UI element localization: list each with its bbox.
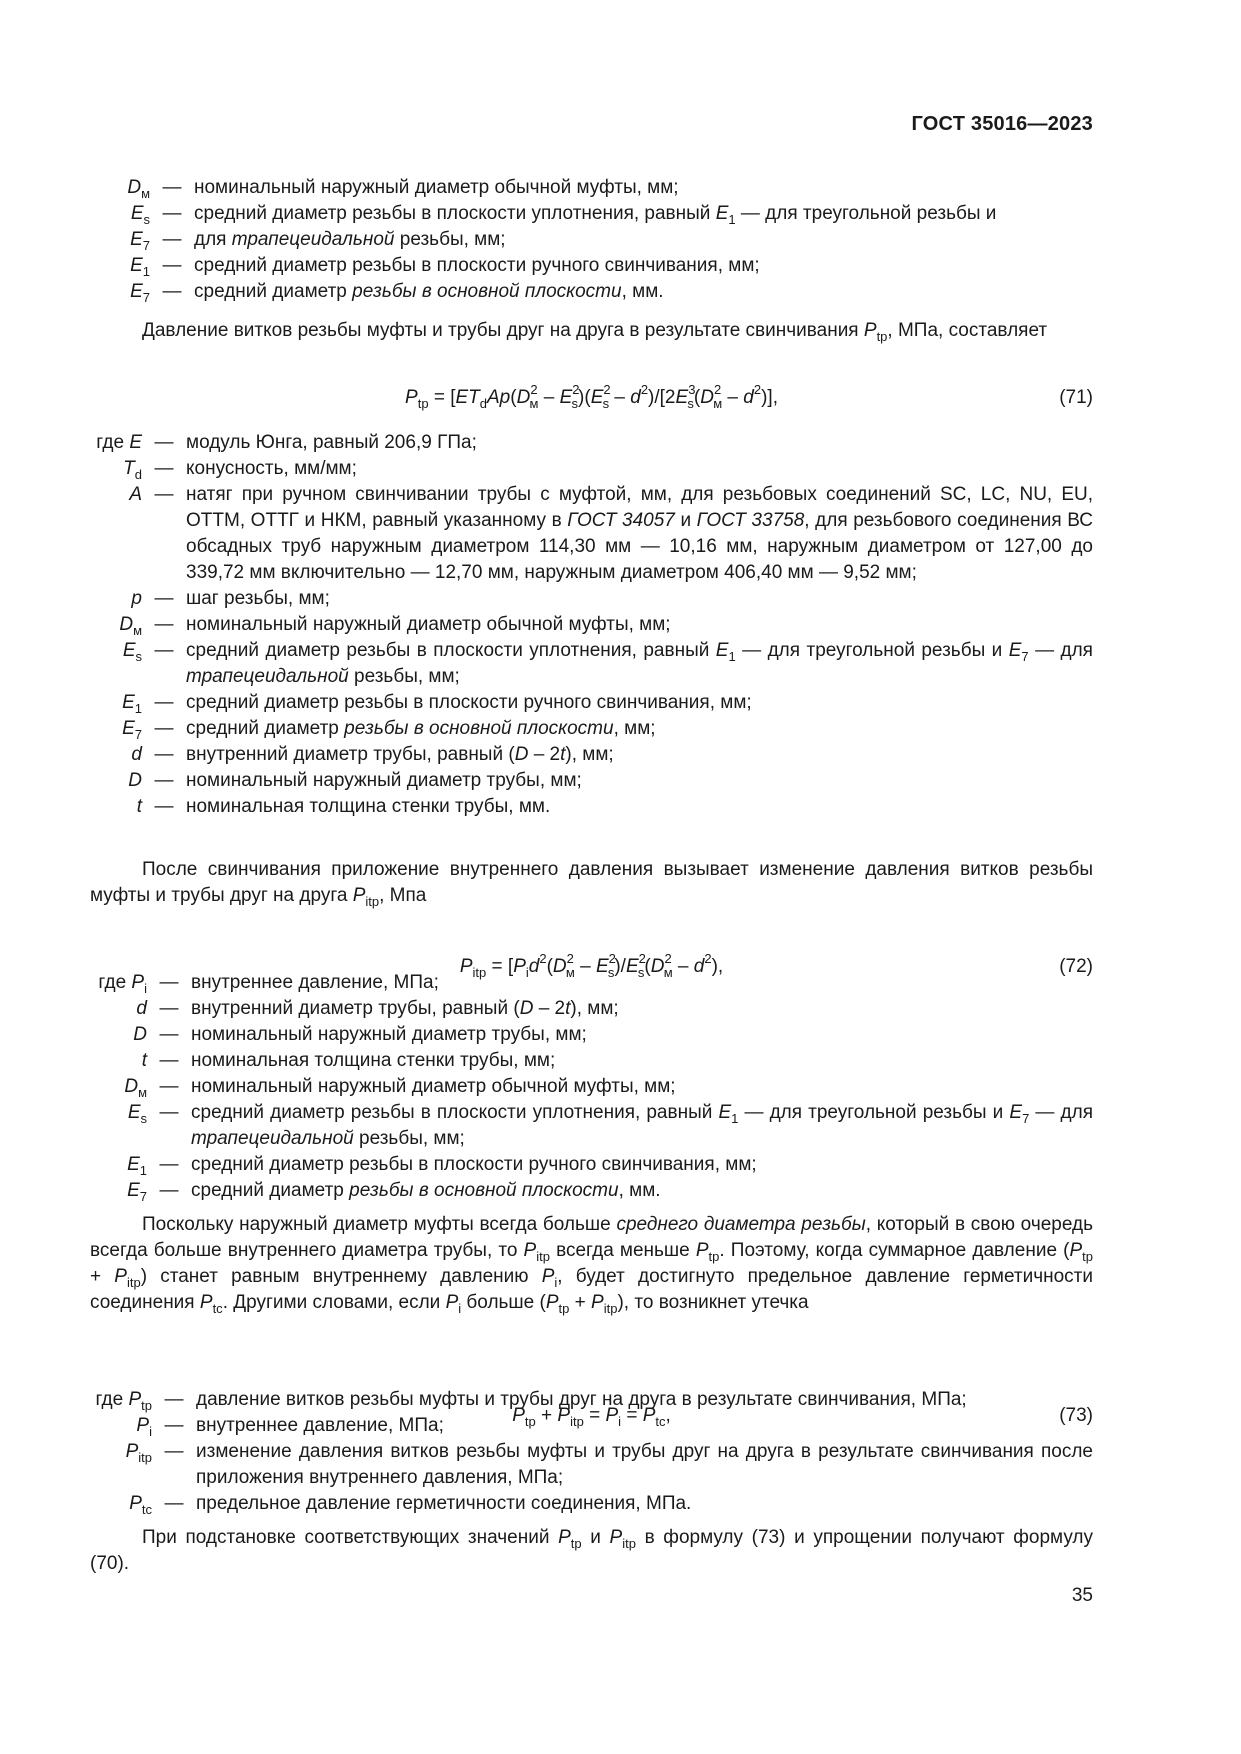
definition-dash: — — [159, 972, 179, 993]
definition-symbol: $D_м$ — [127, 177, 150, 201]
definition-text: номинальная толщина стенки трубы, мм; — [191, 1050, 556, 1071]
paragraph — [90, 857, 1093, 909]
definition-text: предельное давление герметичности соединения, МПа. — [196, 1493, 692, 1514]
definition-item — [90, 201, 1093, 227]
formula-71 — [90, 382, 1093, 415]
definitions-formula-73 — [90, 1387, 1093, 1517]
definition-symbol: t — [141, 1050, 147, 1071]
definition-symbol: $E_s$ — [122, 640, 142, 664]
definition-text: номинальный наружный диаметр обычной муфты, мм; — [194, 177, 679, 198]
definition-dash: — — [154, 796, 174, 817]
definition-symbol: $E_s$ — [127, 1102, 147, 1126]
definition-text: средний диаметр резьбы в плоскости ручного свинчивания, мм; — [194, 255, 760, 276]
definition-item — [90, 279, 1093, 305]
definition-symbol: $P_i$ — [136, 1415, 152, 1439]
definition-symbol: где E — [96, 432, 142, 453]
definition-symbol: t — [136, 796, 142, 817]
formula-number: (73) — [1059, 1405, 1093, 1426]
definition-symbol: d — [136, 998, 147, 1019]
definition-dash: — — [154, 614, 174, 635]
definition-symbol: $D_м$ — [119, 614, 142, 638]
formula-number: (71) — [1059, 387, 1093, 408]
definition-dash: — — [154, 640, 174, 661]
definition-dash: — — [159, 1180, 179, 1201]
formula-number: (72) — [1059, 956, 1093, 977]
definition-text: конусность, мм/мм; — [186, 458, 357, 479]
definition-symbol: где $P_i$ — [98, 972, 147, 996]
definition-item — [90, 716, 1093, 742]
definition-item — [90, 1074, 1093, 1100]
definition-item — [90, 482, 1093, 586]
definition-item — [90, 768, 1093, 794]
definitions-continued — [90, 175, 1093, 305]
definition-dash: — — [159, 1050, 179, 1071]
definition-dash: — — [154, 484, 174, 505]
definition-text: внутренний диаметр трубы, равный (D – 2t), мм; — [191, 998, 619, 1019]
definition-symbol: d — [131, 744, 142, 765]
paragraph-text: После свинчивания приложение внутреннего давления вызывает изменение давления витков резьбы муфты и трубы друг на друга $P_{itp}$, Мпа — [90, 859, 1093, 909]
definition-item — [90, 586, 1093, 612]
definition-dash: — — [154, 744, 174, 765]
definition-dash: — — [154, 718, 174, 739]
definition-text: для трапецеидальной резьбы, мм; — [194, 229, 506, 250]
definition-item — [90, 1413, 1093, 1439]
page-number: 35 — [1071, 1585, 1093, 1606]
definition-list — [90, 1387, 1093, 1517]
formula-expression: $P_{itp} = [P_id^2(D^2_м - E^2_s)/E^2_s(D^2_м - d^2)$, — [459, 951, 724, 980]
definition-dash: — — [154, 458, 174, 479]
definition-item — [90, 1178, 1093, 1204]
definitions-formula-71 — [90, 430, 1093, 820]
definition-item — [90, 612, 1093, 638]
definition-item — [90, 1152, 1093, 1178]
definition-symbol: $E_7$ — [127, 1180, 147, 1204]
definition-symbol: $E_1$ — [122, 692, 142, 716]
definition-text: средний диаметр резьбы в основной плоскости, мм. — [191, 1180, 661, 1201]
definition-item — [90, 742, 1093, 768]
definition-item — [90, 1387, 1093, 1413]
definition-symbol: $E_1$ — [127, 1154, 147, 1178]
definition-symbol: D — [128, 770, 142, 791]
formula-expression: $P_{tp} + P_{itp} = P_i = P_{tc}$, — [512, 1405, 671, 1429]
definition-symbol: D — [133, 1024, 147, 1045]
document-header: ГОСТ 35016—2023 — [911, 113, 1093, 135]
paragraph-text: Давление витков резьбы муфты и трубы друг на друга в результате свинчивания $P_{tp}$, МПа, составляет — [142, 320, 1048, 344]
definition-text: средний диаметр резьбы в основной плоскости, мм; — [186, 718, 656, 739]
definition-item — [90, 253, 1093, 279]
definition-list — [90, 430, 1093, 820]
definition-symbol: $E_s$ — [130, 203, 150, 227]
definition-text: номинальный наружный диаметр трубы, мм; — [191, 1024, 587, 1045]
document-page — [90, 0, 1094, 1606]
definition-dash: — — [162, 177, 182, 198]
definition-item — [90, 430, 1093, 456]
definition-symbol: $T_d$ — [123, 458, 142, 482]
definition-item — [90, 690, 1093, 716]
definition-text: внутреннее давление, МПа; — [196, 1415, 444, 1436]
definition-dash: — — [159, 1102, 179, 1123]
definition-dash: — — [159, 1076, 179, 1097]
definition-symbol: $E_7$ — [130, 281, 150, 305]
paragraph — [90, 318, 1093, 344]
definition-dash: — — [164, 1493, 184, 1514]
definition-item — [90, 1022, 1093, 1048]
definition-item — [90, 175, 1093, 201]
definition-item — [90, 638, 1093, 690]
definition-text: средний диаметр резьбы в плоскости уплотнения, равный $E_1$ — для треугольной резьбы и — [194, 203, 997, 227]
definition-item — [90, 794, 1093, 820]
definition-symbol: A — [129, 484, 142, 505]
definition-text: модуль Юнга, равный 206,9 ГПа; — [186, 432, 477, 453]
definition-text: номинальная толщина стенки трубы, мм. — [186, 796, 551, 817]
definition-item — [90, 1100, 1093, 1152]
definition-list — [90, 970, 1093, 1204]
definition-text: номинальный наружный диаметр обычной муфты, мм; — [186, 614, 671, 635]
definition-item — [90, 456, 1093, 482]
definition-item — [90, 1439, 1093, 1491]
definition-dash: — — [159, 998, 179, 1019]
definition-dash: — — [159, 1154, 179, 1175]
definition-dash: — — [164, 1389, 184, 1410]
definition-text: номинальный наружный диаметр трубы, мм; — [186, 770, 582, 791]
definition-text: номинальный наружный диаметр обычной муфты, мм; — [191, 1076, 676, 1097]
definition-symbol: $P_{tc}$ — [129, 1493, 152, 1517]
definition-symbol: $D_м$ — [124, 1076, 147, 1100]
definition-dash: — — [164, 1441, 184, 1462]
definition-dash: — — [159, 1024, 179, 1045]
definition-dash: — — [164, 1415, 184, 1436]
definition-item — [90, 996, 1093, 1022]
definition-text: средний диаметр резьбы в основной плоскости, мм. — [194, 281, 664, 302]
definition-dash: — — [154, 588, 174, 609]
definition-symbol: $E_7$ — [122, 718, 142, 742]
definition-text: средний диаметр резьбы в плоскости ручного свинчивания, мм; — [186, 692, 752, 713]
paragraph — [90, 1212, 1093, 1316]
definition-dash: — — [162, 281, 182, 302]
definition-text: средний диаметр резьбы в плоскости уплотнения, равный $E_1$ — для треугольной резьбы и $E_7$ — для трапецеидальной резьбы, мм; — [191, 1102, 1093, 1149]
paragraph-text: Поскольку наружный диаметр муфты всегда больше среднего диаметра резьбы, который в свою очередь всегда больше внутреннего диаметра трубы, то $P_{itp}$ всегда меньше $P_{tp}$. Поэтому, когда суммарное давление $(P_{tp} + P_{itp})$ станет равным внутреннему давлению $P_i$, будет достигнуто предельное давление герметичности соединения $P_{tc}$. Другими словами, если $P_i$ больше $(P_{tp} + P_{itp})$, то возникнет утечка — [90, 1214, 1094, 1316]
definition-text: внутренний диаметр трубы, равный (D – 2t), мм; — [186, 744, 614, 765]
definition-symbol: p — [131, 588, 142, 609]
definition-text: внутреннее давление, МПа; — [191, 972, 439, 993]
definition-text: шаг резьбы, мм; — [186, 588, 330, 609]
paragraph — [90, 1525, 1093, 1577]
definition-list — [90, 175, 1093, 305]
definition-item — [90, 227, 1093, 253]
definition-dash: — — [162, 203, 182, 224]
definition-dash: — — [154, 692, 174, 713]
definition-dash: — — [154, 770, 174, 791]
definition-text: средний диаметр резьбы в плоскости ручного свинчивания, мм; — [191, 1154, 757, 1175]
definition-text: изменение давления витков резьбы муфты и трубы друг на друга в результате свинчивания после приложения внутреннего давления, МПа; — [196, 1441, 1093, 1488]
definition-item — [90, 1048, 1093, 1074]
definitions-formula-72 — [90, 970, 1093, 1204]
definition-symbol: $E_7$ — [130, 229, 150, 253]
definition-item — [90, 970, 1093, 996]
definition-symbol: $P_{itp}$ — [125, 1441, 152, 1465]
formula-expression: $P_{tp} = [ET_dAp(D^2_м - E^2_s)(E^2_s - d^2)/[2E^3_s(D^2_м - d^2)]$, — [405, 382, 778, 411]
definition-dash: — — [154, 432, 174, 453]
definition-symbol: где $P_{tp}$ — [95, 1389, 152, 1413]
definition-item — [90, 1491, 1093, 1517]
definition-text: средний диаметр резьбы в плоскости уплотнения, равный $E_1$ — для треугольной резьбы и $E_7$ — для трапецеидальной резьбы, мм; — [186, 640, 1093, 687]
definition-dash: — — [162, 255, 182, 276]
definition-symbol: $E_1$ — [130, 255, 150, 279]
definition-dash: — — [162, 229, 182, 250]
definition-text: давление витков резьбы муфты и трубы друг на друга в результате свинчивания, МПа; — [196, 1389, 967, 1410]
definition-text: натяг при ручном свинчивании трубы с муфтой, мм, для резьбовых соединений SC, LC, NU, EU, ОТТМ, ОТТГ и НКМ, равный указанному в ГОСТ 34057 и ГОСТ 33758, для резьбового соединения ВС обсадных труб наружным диаметром 114,30 мм — 10,16 мм, наружным диаметром от 127,00 до 339,72 мм включительно — 12,70 мм, наружным диаметром 406,40 мм — 9,52 мм; — [186, 484, 1094, 583]
paragraph-text: При подстановке соответствующих значений $P_{tp}$ и $P_{itp}$ в формулу (73) и упрощении получают формулу (70). — [90, 1527, 1093, 1574]
